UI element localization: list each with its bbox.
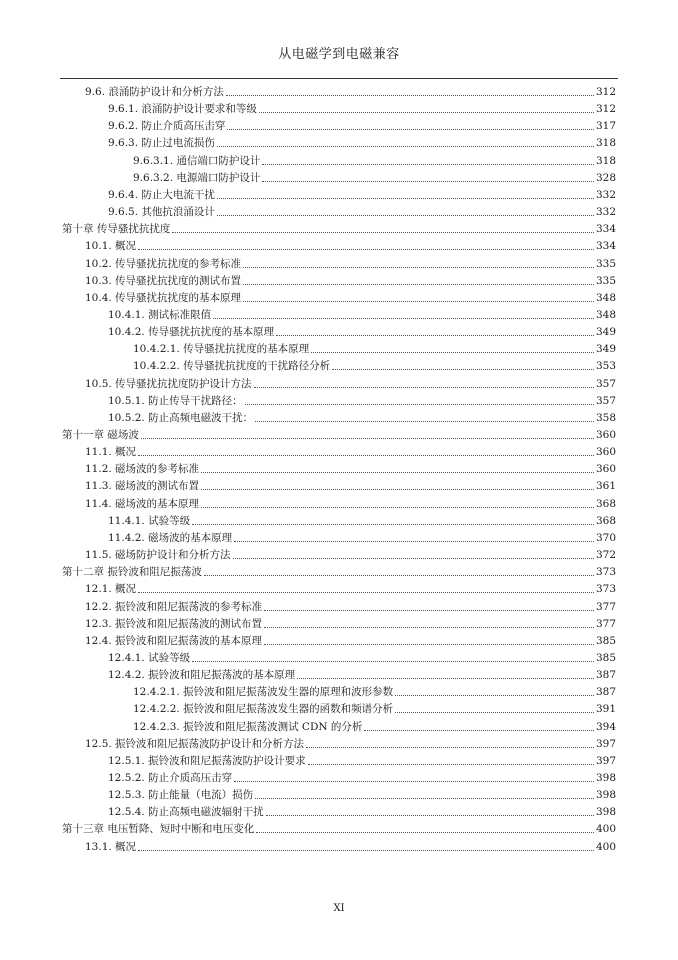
- toc-entry-title: 12.4.2.2. 振铃波和阻尼振荡波发生器的函数和频谱分析: [133, 703, 394, 716]
- toc-dot-leader: [276, 335, 594, 336]
- toc-entry[interactable]: [0, 254, 616, 271]
- toc-dot-leader: [243, 267, 594, 268]
- toc-entry[interactable]: [0, 699, 616, 716]
- toc-dot-leader: [255, 421, 594, 422]
- toc-entry-page: 353: [595, 360, 616, 373]
- toc-dot-leader: [395, 712, 594, 713]
- toc-entry-page: 312: [595, 103, 616, 116]
- toc-dot-leader: [264, 610, 594, 611]
- toc-dot-leader: [234, 781, 594, 782]
- toc-entry-page: 377: [595, 617, 616, 630]
- toc-entry-page: 357: [595, 394, 616, 407]
- toc-entry-title: 9.6.1. 浪涌防护设计要求和等级: [108, 103, 257, 116]
- toc-entry-title: 12.4.2.1. 振铃波和阻尼振荡波发生器的原理和波形参数: [133, 686, 394, 699]
- toc-entry[interactable]: [0, 442, 616, 459]
- toc-dot-leader: [192, 661, 594, 662]
- toc-entry[interactable]: [0, 819, 616, 836]
- toc-entry[interactable]: [0, 99, 616, 116]
- toc-entry-page: 334: [595, 240, 616, 253]
- toc-entry-page: 400: [595, 823, 616, 836]
- toc-entry-page: 398: [595, 789, 616, 802]
- toc-entry[interactable]: [0, 528, 616, 545]
- toc-entry[interactable]: [0, 476, 616, 493]
- toc-entry-page: 373: [595, 583, 616, 596]
- toc-dot-leader: [201, 507, 594, 508]
- toc-entry[interactable]: [0, 116, 616, 133]
- toc-entry[interactable]: [0, 579, 616, 596]
- toc-dot-leader: [332, 369, 594, 370]
- toc-dot-leader: [138, 592, 594, 593]
- toc-entry-page: 332: [595, 206, 616, 219]
- toc-entry-title: 12.5.1. 振铃波和阻尼振荡波防护设计要求: [108, 754, 306, 767]
- toc-entry-title: 10.1. 概况: [85, 240, 137, 253]
- toc-entry-page: 328: [595, 171, 616, 184]
- toc-dot-leader: [138, 455, 594, 456]
- toc-entry-title: 10.4.2.1. 传导骚扰抗扰度的基本原理: [133, 343, 310, 356]
- toc-entry[interactable]: [0, 682, 616, 699]
- toc-entry-title: 12.5.3. 防止能量（电流）损伤: [108, 789, 254, 802]
- toc-entry[interactable]: [0, 459, 616, 476]
- toc-entry-page: 372: [595, 549, 616, 562]
- page-number: XI: [333, 903, 345, 914]
- toc-entry-page: 400: [595, 840, 616, 853]
- toc-entry-title: 第十章 传导骚扰抗扰度: [62, 223, 171, 236]
- toc-entry[interactable]: [0, 322, 616, 339]
- toc-entry-page: 335: [595, 274, 616, 287]
- toc-entry[interactable]: [0, 768, 616, 785]
- toc-entry-page: 318: [595, 137, 616, 150]
- toc-entry[interactable]: [0, 717, 616, 734]
- toc-dot-leader: [364, 730, 594, 731]
- toc-entry[interactable]: [0, 734, 616, 751]
- toc-entry[interactable]: [0, 494, 616, 511]
- toc-entry-title: 第十三章 电压暂降、短时中断和电压变化: [62, 823, 255, 836]
- toc-entry-page: 387: [595, 686, 616, 699]
- toc-dot-leader: [217, 146, 594, 147]
- toc-entry-title: 10.2. 传导骚扰抗扰度的参考标准: [85, 257, 242, 270]
- toc-dot-leader: [141, 438, 594, 439]
- toc-entry-title: 第十二章 振铃波和阻尼振荡波: [62, 566, 202, 579]
- toc-dot-leader: [213, 318, 594, 319]
- toc-entry-page: 348: [595, 308, 616, 321]
- toc-entry[interactable]: [0, 288, 616, 305]
- toc-entry[interactable]: [0, 648, 616, 665]
- toc-entry[interactable]: [0, 837, 616, 854]
- toc-entry-title: 9.6.3.1. 通信端口防护设计: [133, 154, 261, 167]
- toc-dot-leader: [306, 747, 594, 748]
- toc-entry-title: 11.4.1. 试验等级: [108, 514, 191, 527]
- toc-entry-page: 397: [595, 737, 616, 750]
- toc-dot-leader: [262, 164, 594, 165]
- toc-entry-page: 348: [595, 291, 616, 304]
- toc-entry-title: 12.1. 概况: [85, 583, 137, 596]
- toc-entry[interactable]: [0, 665, 616, 682]
- toc-dot-leader: [233, 558, 594, 559]
- toc-entry[interactable]: [0, 391, 616, 408]
- toc-entry-page: 368: [595, 497, 616, 510]
- toc-entry[interactable]: [0, 802, 616, 819]
- toc-entry[interactable]: [0, 185, 616, 202]
- toc-entry[interactable]: [0, 511, 616, 528]
- toc-entry-page: 349: [595, 326, 616, 339]
- toc-entry-page: 398: [595, 772, 616, 784]
- toc-entry-page: 349: [595, 343, 616, 356]
- toc-entry-title: 第十一章 磁场波: [62, 429, 139, 441]
- toc-entry-page: 391: [595, 703, 616, 716]
- toc-entry-title: 10.4.1. 测试标准限值: [108, 308, 212, 321]
- toc-entry-page: 334: [595, 223, 616, 236]
- toc-entry-page: 387: [595, 669, 616, 682]
- toc-dot-leader: [311, 352, 594, 353]
- toc-entry-title: 11.2. 磁场波的参考标准: [85, 463, 200, 476]
- toc-entry[interactable]: [0, 614, 616, 631]
- toc-entry[interactable]: [0, 202, 616, 219]
- toc-entry[interactable]: [0, 597, 616, 614]
- toc-entry-page: 398: [595, 806, 616, 819]
- toc-entry[interactable]: [0, 356, 616, 373]
- toc-entry-title: 10.5.1. 防止传导干扰路径：: [108, 394, 243, 407]
- toc-dot-leader: [245, 404, 594, 405]
- toc-dot-leader: [201, 489, 594, 490]
- toc-dot-leader: [264, 644, 594, 645]
- toc-dot-leader: [254, 387, 594, 388]
- toc-entry-title: 13.1. 概况: [85, 840, 137, 853]
- toc-dot-leader: [243, 301, 594, 302]
- toc-entry-title: 9.6.2. 防止介质高压击穿: [108, 120, 226, 133]
- toc-entry[interactable]: [0, 545, 616, 562]
- toc-entry-title: 12.3. 振铃波和阻尼振荡波的测试布置: [85, 617, 263, 630]
- toc-dot-leader: [266, 815, 594, 816]
- toc-entry-page: 373: [595, 566, 616, 579]
- toc-entry[interactable]: [0, 339, 616, 356]
- toc-entry-page: 318: [595, 154, 616, 167]
- toc-entry-title: 9.6.4. 防止大电流干扰: [108, 188, 215, 201]
- toc-dot-leader: [308, 764, 594, 765]
- toc-entry-title: 12.2. 振铃波和阻尼振荡波的参考标准: [85, 600, 263, 613]
- toc-entry-page: 317: [595, 120, 616, 133]
- toc-entry-page: 377: [595, 600, 616, 613]
- toc-dot-leader: [226, 95, 594, 96]
- toc-dot-leader: [204, 575, 594, 576]
- toc-entry-page: 360: [595, 446, 616, 459]
- toc-entry[interactable]: [0, 631, 616, 648]
- toc-entry[interactable]: [0, 785, 616, 802]
- toc-entry-page: 360: [595, 429, 616, 441]
- toc-dot-leader: [138, 850, 594, 851]
- toc-entry-page: 332: [595, 188, 616, 201]
- header-rule: [60, 78, 618, 79]
- toc-dot-leader: [217, 198, 594, 199]
- toc-entry-page: 335: [595, 257, 616, 270]
- toc-entry-title: 11.5. 磁场防护设计和分析方法: [85, 549, 231, 562]
- toc-entry[interactable]: [0, 82, 616, 99]
- toc-dot-leader: [256, 832, 594, 833]
- toc-entry-title: 9.6.3.2. 电源端口防护设计: [133, 171, 261, 184]
- toc-dot-leader: [217, 215, 594, 216]
- toc-entry-title: 12.5. 振铃波和阻尼振荡波防护设计和分析方法: [85, 737, 305, 750]
- toc-entry-title: 11.4. 磁场波的基本原理: [85, 497, 200, 510]
- toc-entry[interactable]: [0, 374, 616, 391]
- toc-dot-leader: [264, 627, 594, 628]
- toc-entry-title: 10.5. 传导骚扰抗扰度防护设计方法: [85, 377, 252, 390]
- toc-dot-leader: [172, 232, 594, 233]
- toc-entry-title: 12.5.2. 防止介质高压击穿: [108, 772, 233, 784]
- toc-dot-leader: [262, 181, 594, 182]
- toc-entry[interactable]: [0, 425, 616, 442]
- toc-dot-leader: [255, 798, 594, 799]
- toc-entry-page: 361: [595, 480, 616, 493]
- toc-entry-title: 11.4.2. 磁场波的基本原理: [108, 531, 233, 544]
- toc-entry[interactable]: [0, 271, 616, 288]
- toc-entry[interactable]: [0, 151, 616, 168]
- toc-entry-page: 312: [595, 86, 616, 98]
- toc-entry-title: 12.5.4. 防止高频电磁波辐射干扰: [108, 806, 264, 819]
- toc-entry-title: 10.4.2. 传导骚扰抗扰度的基本原理: [108, 326, 275, 339]
- running-header: 从电磁学到电磁兼容: [278, 47, 400, 62]
- toc-entry-page: 360: [595, 463, 616, 476]
- toc-entry-title: 10.5.2. 防止高频电磁波干扰：: [108, 411, 254, 424]
- toc-entry[interactable]: [0, 236, 616, 253]
- toc-dot-leader: [243, 284, 594, 285]
- toc-entry-title: 12.4. 振铃波和阻尼振荡波的基本原理: [85, 634, 263, 647]
- toc-entry-page: 357: [595, 377, 616, 390]
- toc-entry-page: 358: [595, 411, 616, 424]
- toc-entry[interactable]: [0, 562, 616, 579]
- toc-entry-page: 370: [595, 531, 616, 544]
- toc-entry-page: 394: [595, 720, 616, 733]
- toc-entry[interactable]: [0, 219, 616, 236]
- toc-dot-leader: [192, 524, 594, 525]
- toc-dot-leader: [259, 112, 594, 113]
- toc-entry[interactable]: [0, 133, 616, 150]
- toc-entry-page: 385: [595, 634, 616, 647]
- toc-entry[interactable]: [0, 305, 616, 322]
- toc-entry[interactable]: [0, 751, 616, 768]
- toc-entry-title: 12.4.1. 试验等级: [108, 651, 191, 664]
- toc-dot-leader: [395, 695, 594, 696]
- toc-entry-title: 12.4.2.3. 振铃波和阻尼振荡波测试 CDN 的分析: [133, 720, 363, 733]
- toc-entry-title: 12.4.2. 振铃波和阻尼振荡波的基本原理: [108, 669, 296, 682]
- toc-dot-leader: [138, 249, 594, 250]
- toc-entry[interactable]: [0, 168, 616, 185]
- toc-entry-title: 10.4. 传导骚扰抗扰度的基本原理: [85, 291, 242, 304]
- toc-entry-page: 385: [595, 651, 616, 664]
- toc-entry-page: 368: [595, 514, 616, 527]
- toc-entry[interactable]: [0, 408, 616, 425]
- toc-entry-title: 11.1. 概况: [85, 446, 137, 459]
- toc-dot-leader: [201, 472, 594, 473]
- toc-entry-title: 10.3. 传导骚扰抗扰度的测试布置: [85, 274, 242, 287]
- toc-dot-leader: [234, 541, 594, 542]
- toc-entry-title: 9.6. 浪涌防护设计和分析方法: [85, 86, 224, 98]
- toc-entry-title: 11.3. 磁场波的测试布置: [85, 480, 200, 493]
- toc-entry-title: 10.4.2.2. 传导骚扰抗扰度的干扰路径分析: [133, 360, 331, 373]
- toc-entry-title: 9.6.3. 防止过电流损伤: [108, 137, 215, 150]
- toc-entry-title: 9.6.5. 其他抗浪涌设计: [108, 206, 215, 219]
- toc-entry-page: 397: [595, 754, 616, 767]
- toc-dot-leader: [227, 129, 594, 130]
- toc-dot-leader: [297, 678, 594, 679]
